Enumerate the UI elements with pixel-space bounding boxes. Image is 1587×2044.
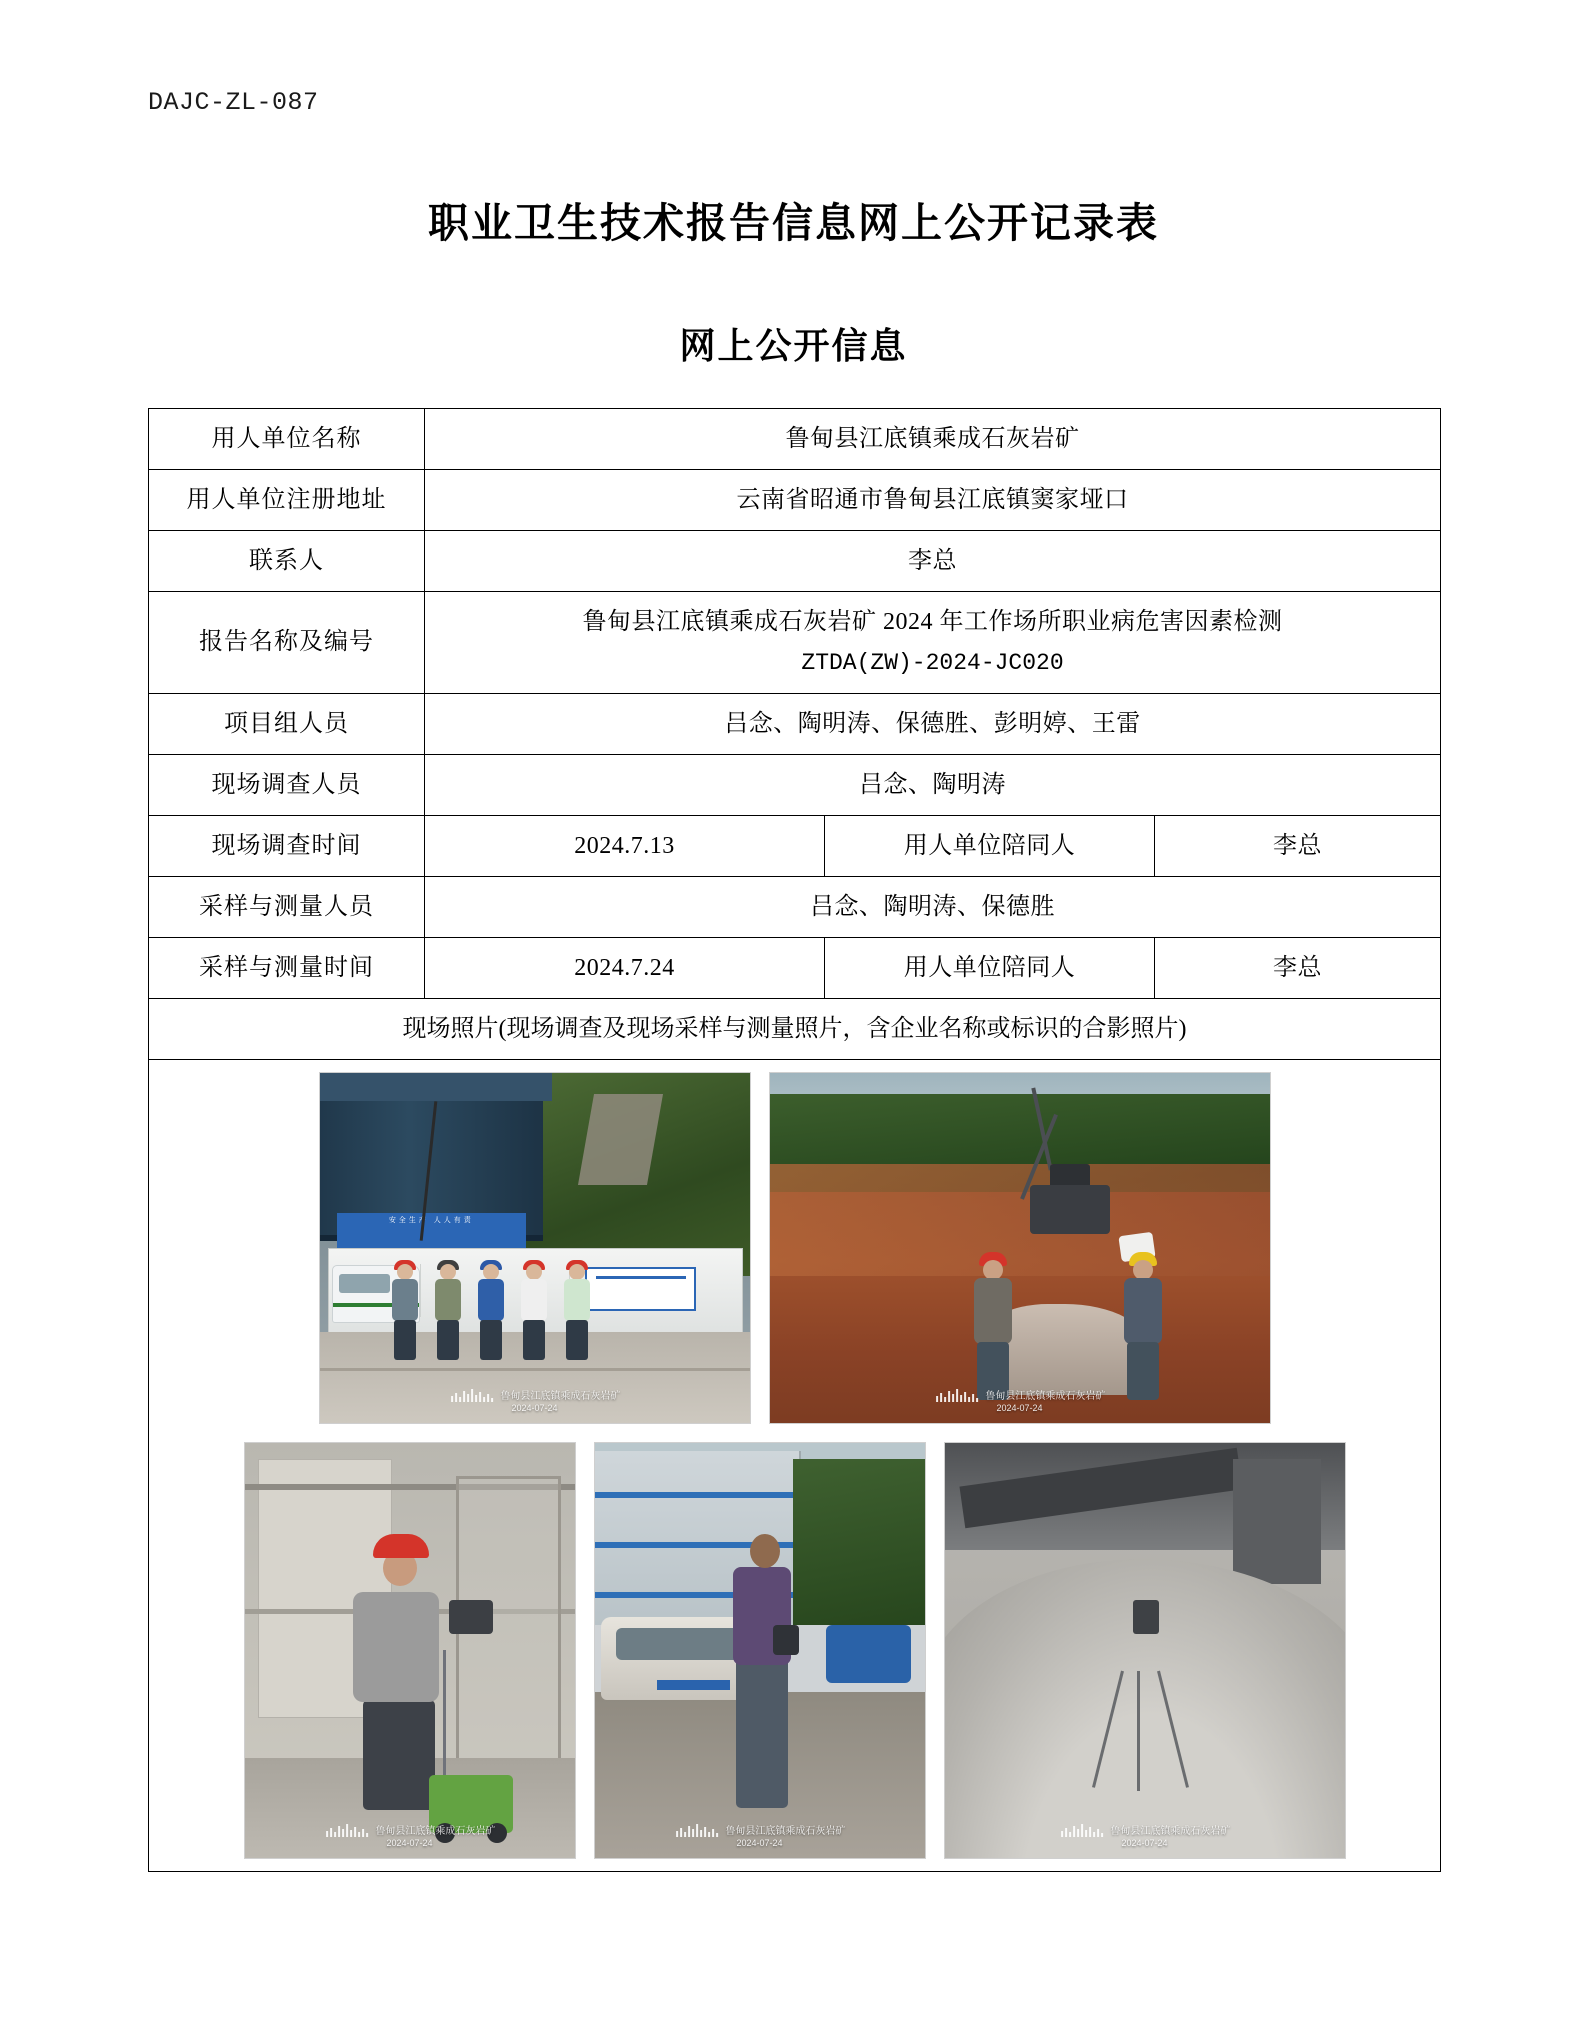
photos-cell	[149, 1059, 1441, 1871]
survey-time-label: 现场调查时间	[149, 815, 425, 876]
photo-watermark-text: 鲁甸县江底镇乘成石灰岩矿	[500, 1390, 621, 1402]
table-row	[149, 937, 1441, 998]
photo-grid	[157, 1072, 1432, 1859]
photo-watermark-date: 2024-07-24	[1121, 1838, 1168, 1849]
survey-escort-label: 用人单位陪同人	[825, 815, 1155, 876]
table-row	[149, 592, 1441, 694]
survey-staff-value: 吕念、陶明涛	[425, 754, 1441, 815]
photo-group-photo-at-site-office	[319, 1072, 751, 1424]
report-label: 报告名称及编号	[149, 592, 425, 694]
photo-watermark-date: 2024-07-24	[511, 1403, 558, 1414]
table-row	[149, 531, 1441, 592]
survey-staff-label: 现场调查人员	[149, 754, 425, 815]
sampling-staff-label: 采样与测量人员	[149, 876, 425, 937]
document-code: DAJC-ZL-087	[148, 88, 319, 117]
report-value	[425, 592, 1441, 694]
photo-watermark-text: 鲁甸县江底镇乘成石灰岩矿	[985, 1390, 1106, 1402]
photo-watermark-text: 鲁甸县江底镇乘成石灰岩矿	[725, 1825, 846, 1837]
company-logo-icon	[324, 1823, 370, 1837]
photo-watermark-date: 2024-07-24	[736, 1838, 783, 1849]
employer-name-label: 用人单位名称	[149, 409, 425, 470]
photo-row-top	[319, 1072, 1271, 1424]
photo-watermark-text: 鲁甸县江底镇乘成石灰岩矿	[1110, 1825, 1231, 1837]
contact-label: 联系人	[149, 531, 425, 592]
survey-time-value: 2024.7.13	[425, 815, 825, 876]
photo-watermark	[324, 1823, 496, 1850]
survey-escort-value: 李总	[1155, 815, 1441, 876]
employer-name-value: 鲁甸县江底镇乘成石灰岩矿	[425, 409, 1441, 470]
photo-watermark	[449, 1388, 621, 1415]
sampling-time-value: 2024.7.24	[425, 937, 825, 998]
employer-address-value: 云南省昭通市鲁甸县江底镇窦家垭口	[425, 470, 1441, 531]
photo-tripod-dust-sampler-on-stockpile	[944, 1442, 1346, 1859]
photo-watermark	[934, 1388, 1106, 1415]
team-label: 项目组人员	[149, 693, 425, 754]
table-row	[149, 754, 1441, 815]
sampling-escort-label: 用人单位陪同人	[825, 937, 1155, 998]
table-row	[149, 693, 1441, 754]
table-row	[149, 876, 1441, 937]
photo-worker-with-personal-sampler-outdoor	[594, 1442, 926, 1859]
company-logo-icon	[934, 1388, 980, 1402]
sampling-time-label: 采样与测量时间	[149, 937, 425, 998]
photo-worker-operating-sampling-device-indoor	[244, 1442, 576, 1859]
employer-address-label: 用人单位注册地址	[149, 470, 425, 531]
company-logo-icon	[674, 1823, 720, 1837]
table-row	[149, 1059, 1441, 1871]
table-row	[149, 409, 1441, 470]
table-row	[149, 815, 1441, 876]
sampling-escort-value: 李总	[1155, 937, 1441, 998]
report-name: 鲁甸县江底镇乘成石灰岩矿 2024 年工作场所职业病危害因素检测	[582, 609, 1283, 635]
report-number: ZTDA(ZW)-2024-JC020	[801, 650, 1064, 676]
photo-excavator-on-red-soil-slope	[769, 1072, 1271, 1424]
table-row	[149, 998, 1441, 1059]
photo-watermark	[674, 1823, 846, 1850]
public-disclosure-table	[148, 408, 1441, 1872]
page-subtitle: 网上公开信息	[679, 326, 908, 366]
photo-watermark-text: 鲁甸县江底镇乘成石灰岩矿	[375, 1825, 496, 1837]
sampling-staff-value: 吕念、陶明涛、保德胜	[425, 876, 1441, 937]
photos-section-header: 现场照片(现场调查及现场采样与测量照片，含企业名称或标识的合影照片)	[149, 998, 1441, 1059]
photo-watermark	[1059, 1823, 1231, 1850]
contact-value: 李总	[425, 531, 1441, 592]
table-row	[149, 470, 1441, 531]
photo-row-bottom	[244, 1442, 1346, 1859]
photo-watermark-date: 2024-07-24	[996, 1403, 1043, 1414]
site-banner-text: 安全生产 人人有责	[388, 1216, 474, 1224]
company-logo-icon	[1059, 1823, 1105, 1837]
page-title: 职业卫生技术报告信息网上公开记录表	[428, 200, 1159, 246]
team-value: 吕念、陶明涛、保德胜、彭明婷、王雷	[425, 693, 1441, 754]
company-logo-icon	[449, 1388, 495, 1402]
photo-watermark-date: 2024-07-24	[386, 1838, 433, 1849]
